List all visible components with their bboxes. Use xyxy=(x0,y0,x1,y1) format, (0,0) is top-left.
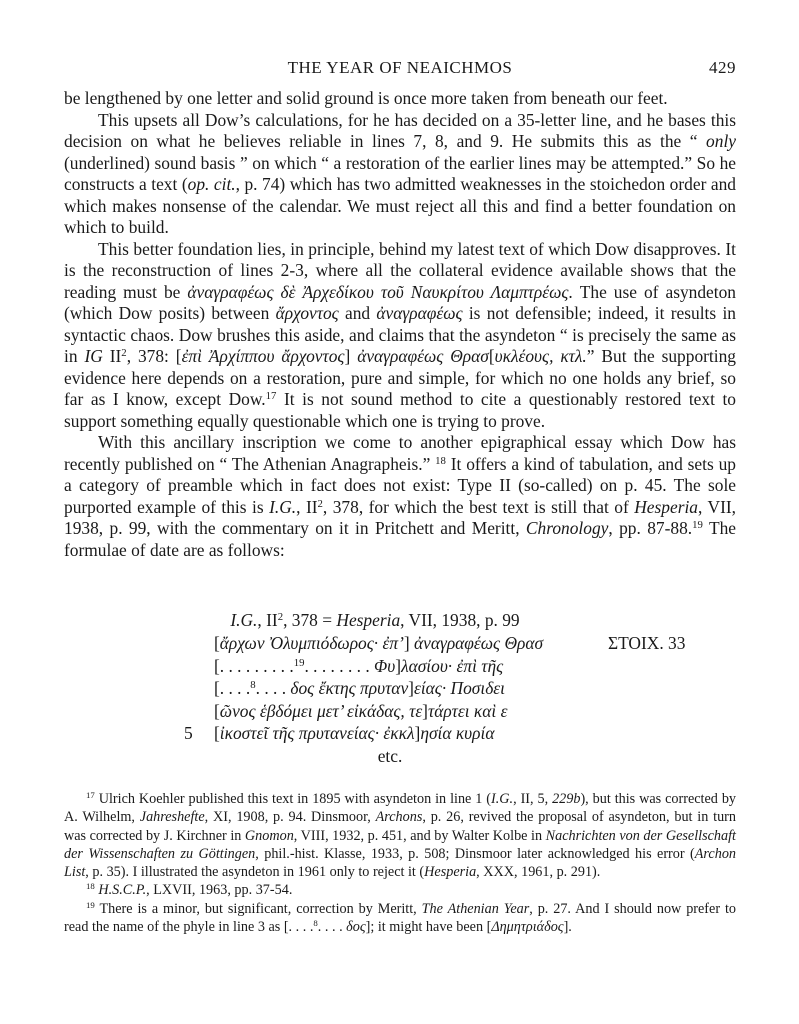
inscription-text-run: ] xyxy=(395,655,402,676)
paragraph-text-run: This better foundation lies, in principle, behind my latest text of which Dow disapproves. It is the reconstruction of lines 2-3, where all the collateral evidence available shows that the reading must be xyxy=(64,238,736,302)
paragraph-text-run: The formulae of date are as follows: xyxy=(64,518,737,560)
inscription-text-run: τάρτει καὶ ε xyxy=(427,700,508,721)
inscription-line xyxy=(64,655,736,678)
paragraph xyxy=(64,88,736,110)
footnote-text-run: , XXX, 1961, p. 291). xyxy=(476,864,601,881)
paragraph-text-run: ἀναγραφέως Θρασ xyxy=(357,346,489,366)
footnote-text-run: Hesperia xyxy=(424,864,477,881)
inscription-line xyxy=(64,632,736,655)
inscription-line-text xyxy=(214,677,505,700)
footnote-text-run: , XI, 1908, p. 94. Dinsmoor, xyxy=(204,809,376,826)
paragraph-text-run: [ xyxy=(488,346,495,366)
line-number: 5 xyxy=(184,723,193,743)
paragraph-text-run: This upsets all Dow’s calculations, for he has decided on a 35-letter line, and he bases this decision on what he believes reliable in lines 7, 8, and 9. He submits this as the “ xyxy=(64,109,736,151)
inscription-etc: etc. xyxy=(377,745,403,766)
inscription-title xyxy=(14,608,736,632)
paragraph-text-run: ἀναγραφέως xyxy=(376,303,463,323)
inscription-text-run: . . . . . . . . xyxy=(304,655,375,676)
inscription-text-run: ] xyxy=(403,633,414,653)
inscription-title-text-run: = xyxy=(322,610,333,630)
paragraph-text-run: II xyxy=(102,346,122,366)
paragraph-superscript: 19 xyxy=(692,519,703,532)
footnote-text-run: δος xyxy=(346,919,366,936)
inscription-superscript: 19 xyxy=(293,656,305,669)
inscription-text-run: Φυ xyxy=(374,655,396,676)
paragraph-text-run: , pp. 87-88. xyxy=(608,518,693,538)
paragraph-superscript: 17 xyxy=(265,390,277,403)
paragraph-text-run: ἀναγραφέως δὲ Ἀρχεδίκου τοῦ Ναυκρίτου Λαμπτρέως xyxy=(187,281,569,302)
inscription-title-text-run: Hesperia xyxy=(332,610,401,630)
footnote xyxy=(64,881,736,899)
inscription-text-run: [ xyxy=(214,700,220,721)
footnote-text-run: , phil.-hist. Klasse, 1933, p. 508; Dinsmoor later acknowledged his error ( xyxy=(255,845,695,862)
inscription-text-run: ἄρχων Ὀλυμπιόδωρος· ἐπ’ xyxy=(219,633,404,653)
paragraph xyxy=(64,110,736,239)
footnote-text-run: Archon List xyxy=(64,845,737,881)
footnote xyxy=(64,900,736,937)
body-text xyxy=(64,88,736,561)
paragraph-text-run: , VII, 1938, p. 99, with the commentary on it in Pritchett and Meritt, xyxy=(64,496,737,538)
inscription-line-text xyxy=(214,632,543,655)
footnote-text-run: Jahreshefte xyxy=(139,809,205,826)
inscription-title-text-run: , VII, 1938, p. 99 xyxy=(400,610,520,630)
footnote-text-run: Gnomon xyxy=(244,827,294,844)
paragraph-superscript: 18 xyxy=(435,454,446,467)
paragraph-text-run: . The use of asyndeton (which Dow posits) between xyxy=(64,281,736,323)
paragraph-text-run: ἄρχοντος xyxy=(275,303,339,323)
inscription-text-run: [. . . . xyxy=(214,678,251,698)
inscription-line-text xyxy=(214,655,503,678)
inscription-title-text-run: , 378 xyxy=(283,610,323,630)
paragraph-text-run: ] xyxy=(344,346,358,366)
paragraph-text-run: , II xyxy=(296,496,318,517)
footnote-text-run: . . . . xyxy=(317,919,347,936)
inscription-text-run: ] xyxy=(414,723,421,743)
footnote-text-run: , p. 35). I illustrated the asyndeton in 1961 only to reject it ( xyxy=(85,864,425,881)
paragraph-text-run: , 378: [ xyxy=(126,346,182,366)
inscription-text-run: [. . . . . . . . . xyxy=(214,655,294,676)
paragraph-text-run: ” But the supporting evidence here depends on a restoration, pure and simple, for which no one holds any brief, so far as I know, except Dow. xyxy=(64,346,736,409)
paragraph-text-run: and xyxy=(338,303,377,323)
footnote-text-run: Δημητριάδος xyxy=(491,919,564,936)
inscription-text-run: [ xyxy=(214,633,220,653)
footnote-text-run: ]. xyxy=(563,919,572,936)
footnote-text-run: I.G. xyxy=(491,791,514,807)
inscription-title-text-run: , II xyxy=(257,610,278,630)
running-head xyxy=(64,58,736,82)
paragraph-text-run: It offers a kind of tabulation, and sets up a category of preamble which in fact does not exist: Type II (so-called) on p. 45. The sole purported example of this is xyxy=(64,453,736,517)
inscription-title-superscript: 2 xyxy=(277,611,284,624)
inscription-title-text-run: I.G. xyxy=(230,610,258,630)
footnote-text-run: There is a minor, but significant, correction by Meritt, xyxy=(94,900,422,917)
inscription-text-run: [ xyxy=(214,723,220,743)
inscription-text-run: λασίου· ἐπὶ τῆς xyxy=(401,655,504,676)
paragraph-text-run: only xyxy=(706,131,736,151)
inscription-line-text xyxy=(214,722,494,745)
paragraph-text-run: υκλέους, κτλ. xyxy=(494,346,587,366)
paragraph-text-run: be lengthened by one letter and solid ground is once more taken from beneath our feet. xyxy=(64,88,668,108)
footnotes xyxy=(64,790,736,936)
paragraph-text-run: ἐπὶ Ἀρχίππου ἄρχοντος xyxy=(181,346,345,366)
inscription-line xyxy=(64,700,736,723)
footnote-text-run: ]; it might have been [ xyxy=(365,919,492,936)
inscription-text-run: ησία κυρία xyxy=(420,723,495,743)
inscription-line-text xyxy=(214,700,507,723)
paragraph-text-run: , 378, for which the best text is still that of xyxy=(322,496,635,517)
running-title: THE YEAR OF NEAICHMOS xyxy=(287,58,513,77)
footnote-superscript: 8 xyxy=(313,918,318,929)
footnote-text-run: H.S.C.P. xyxy=(98,882,147,899)
paragraph xyxy=(64,432,736,561)
stoichedon-label: ΣΤΟΙΧ. 33 xyxy=(608,633,686,653)
inscription-line xyxy=(64,722,736,745)
page-number: 429 xyxy=(709,58,736,77)
footnote-text-run: , p. 26, revived the proposal of asyndeton, but in turn was corrected by J. Kirchner in xyxy=(64,809,736,844)
footnote-text-run: 229b xyxy=(552,791,581,807)
paragraph-text-run: (underlined) sound basis ” on which “ a restoration of the earlier lines may be attempted.” So he constructs a text ( xyxy=(64,152,736,194)
footnote-superscript: 18 xyxy=(86,881,95,892)
footnote-text-run: Nachrichten von der Gesellschaft der Wissenschaften zu Göttingen xyxy=(64,827,736,862)
inscription-block xyxy=(64,608,736,767)
footnote-superscript: 19 xyxy=(86,899,95,910)
footnote-text-run: , LXVII, 1963, pp. 37-54. xyxy=(146,882,293,899)
footnote xyxy=(64,790,736,881)
inscription-text-run: ] xyxy=(422,700,428,721)
inscription-line xyxy=(64,677,736,700)
inscription-text-run: είας· Ποσιδει xyxy=(413,678,505,698)
footnote-text-run: , p. 27. And I should now prefer to read the name of the phyle in line 3 as [. . . . xyxy=(64,900,737,936)
inscription-text-run: ἰκοστεῖ τῆς πρυτανείας· ἐκκλ xyxy=(219,723,415,743)
footnote-superscript: 17 xyxy=(86,790,95,801)
inscription-superscript: 8 xyxy=(250,679,256,692)
paragraph-text-run: Chronology xyxy=(525,518,609,538)
paragraph-text-run: With this ancillary inscription we come to another epigraphical essay which Dow has recently published on “ The Athenian Anagrapheis.” xyxy=(64,432,736,474)
inscription-text-run: ] xyxy=(408,678,414,698)
inscription-text-run: . . . . xyxy=(255,678,291,698)
paragraph-text-run: It is not sound method to cite a questionably restored text to support something equally questionable which one is trying to prove. xyxy=(64,389,737,431)
footnote-text-run: Archons xyxy=(375,809,423,826)
paragraph-text-run: , p. 74) which has two admitted weaknesses in the stoichedon order and which makes nonsense of the calendar. We must reject all this and find a better foundation on which to build. xyxy=(64,174,736,237)
footnote-text-run: Ulrich Koehler published this text in 1895 with asyndeton in line 1 ( xyxy=(94,791,492,807)
inscription-text-run: ἀναγραφέως Θρασ xyxy=(414,633,544,653)
footnote-text-run: , II, 5, xyxy=(513,791,553,807)
footnote-text-run: The Athenian Year xyxy=(421,900,530,917)
footnote-text-run: ), but this was corrected by A. Wilhelm, xyxy=(64,791,737,826)
paragraph-text-run: Hesperia xyxy=(634,496,699,517)
inscription-text-run: δος ἔκτης πρυταν xyxy=(290,678,409,698)
paragraph-text-run: op. cit. xyxy=(187,174,236,194)
footnote-text-run: , VIII, 1932, p. 451, and by Walter Kolbe in xyxy=(293,827,546,844)
inscription-text-run: ῶνος ἑβδόμει μετ’ εἰκάδας, τε xyxy=(219,700,423,721)
paragraph-text-run: IG xyxy=(84,346,103,366)
paragraph-text-run: is not defensible; indeed, it results in syntactic chaos. Dow brushes this aside, and claims that the asyndeton “ is precisely the same as in xyxy=(64,303,736,366)
paragraph-superscript: 2 xyxy=(317,497,323,510)
paragraph xyxy=(64,239,736,433)
inscription-lines xyxy=(64,632,736,745)
paragraph-superscript: 2 xyxy=(121,347,127,360)
paragraph-text-run: I.G. xyxy=(269,496,297,517)
